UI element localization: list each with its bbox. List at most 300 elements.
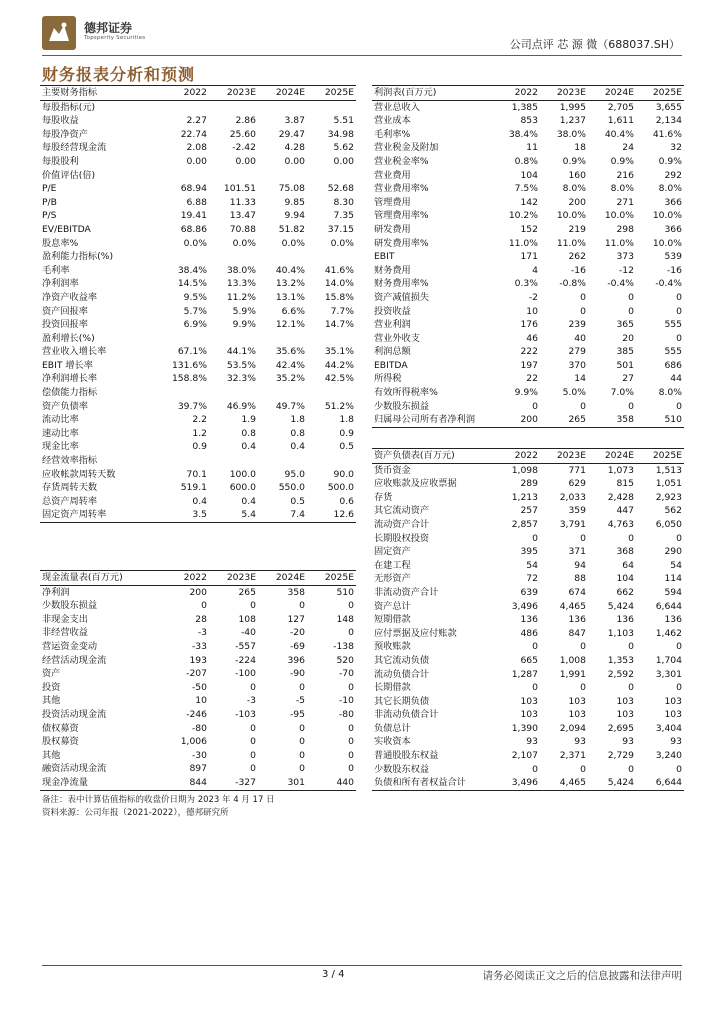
table-row — [40, 694, 356, 708]
cell-value: 67.1% — [177, 346, 207, 358]
row-label: 资产减值损失 — [374, 291, 430, 303]
year-header: 2024E — [588, 449, 636, 464]
cell-value: 2,695 — [607, 722, 634, 734]
income-statement-table — [372, 85, 684, 428]
table-row — [40, 626, 356, 640]
table-row — [372, 264, 684, 278]
cell-value: 0.00 — [186, 155, 207, 167]
table-row — [372, 182, 684, 196]
cell-value: 15.8% — [324, 291, 354, 303]
table-row — [372, 763, 684, 777]
cell-value: 0 — [580, 400, 586, 412]
table-title: 主要财务指标 — [40, 86, 160, 101]
year-header: 2024E — [588, 86, 636, 101]
cell-value: 594 — [664, 586, 682, 598]
cell-value: 11.0% — [604, 237, 634, 249]
cell-value: 104 — [520, 169, 538, 181]
cell-value: 10 — [195, 695, 207, 707]
table-row — [372, 477, 684, 491]
year-header: 2022 — [492, 86, 540, 101]
row-label: 营业费用率% — [374, 183, 429, 195]
row-label: 流动负债合计 — [374, 668, 430, 680]
table-row — [40, 386, 356, 400]
table-row — [372, 463, 684, 477]
cell-value: 550.0 — [278, 482, 305, 494]
cell-value: 3,496 — [492, 776, 540, 790]
cell-value: 35.6% — [275, 346, 305, 358]
cell-value: 0.00 — [333, 155, 354, 167]
cell-value: 1,237 — [559, 115, 586, 127]
cell-value: 0.5 — [290, 495, 305, 507]
cell-value: 1,006 — [180, 736, 207, 748]
cell-value: 359 — [568, 505, 586, 517]
cell-value: -80 — [338, 708, 354, 720]
table-row — [372, 627, 684, 641]
table-row — [40, 599, 356, 613]
cell-value: 2,428 — [607, 491, 634, 503]
table-row — [372, 372, 684, 386]
cell-value: 10.0% — [556, 210, 586, 222]
cell-value: 396 — [287, 654, 305, 666]
cell-value: 152 — [520, 223, 538, 235]
row-label: 股权募资 — [42, 736, 79, 748]
cell-value: 0 — [580, 641, 586, 653]
cell-value: -2 — [528, 291, 538, 303]
cell-value: 9.85 — [284, 196, 305, 208]
row-label: 无形资产 — [374, 573, 411, 585]
table-row — [40, 277, 356, 291]
table-row — [372, 291, 684, 305]
row-label: 负债和所有者权益合计 — [372, 776, 492, 790]
table-row — [40, 291, 356, 305]
cell-value: 11.33 — [229, 196, 256, 208]
table-row — [40, 209, 356, 223]
cell-value: -10 — [338, 695, 354, 707]
cell-value — [160, 100, 209, 114]
cell-value: 500.0 — [327, 482, 354, 494]
cell-value: 3,301 — [655, 668, 682, 680]
cell-value: 90.0 — [333, 468, 354, 480]
cell-value: 447 — [616, 505, 634, 517]
cell-value: 0 — [250, 749, 256, 761]
cell-value: 200 — [492, 413, 540, 427]
table-row — [372, 128, 684, 142]
table-row — [40, 440, 356, 454]
cell-value: 103 — [568, 709, 586, 721]
cell-value: 4.28 — [284, 142, 305, 154]
row-label: 净利润 — [42, 586, 70, 598]
cell-value: 13.3% — [226, 278, 256, 290]
cell-value: 0.9% — [610, 155, 634, 167]
row-label: 盈利能力指标(%) — [42, 251, 114, 263]
row-label: 预收账款 — [374, 641, 411, 653]
cell-value: 0 — [532, 532, 538, 544]
table-row — [372, 613, 684, 627]
cell-value: 46.9% — [226, 400, 256, 412]
cell-value: 72 — [526, 573, 538, 585]
cell-value: 440 — [307, 776, 356, 790]
cell-value: 1,051 — [655, 478, 682, 490]
cell-value: 7.0% — [610, 387, 634, 399]
cell-value: 0.9% — [658, 155, 682, 167]
report-info: 公司点评 芯 源 微（688037.SH） — [509, 38, 680, 51]
cell-value: -557 — [235, 640, 256, 652]
cell-value — [258, 454, 307, 468]
cell-value: 1.8 — [290, 414, 305, 426]
table-row — [40, 776, 356, 790]
cell-value: 0 — [676, 763, 682, 775]
year-header: 2023E — [540, 86, 588, 101]
cell-value: 0 — [348, 736, 354, 748]
row-label: 其它长期负债 — [374, 695, 430, 707]
cell-value: 41.6% — [324, 264, 354, 276]
cell-value: 40 — [574, 332, 586, 344]
cell-value: 5.7% — [183, 305, 207, 317]
cell-value: 14.0% — [324, 278, 354, 290]
row-label: 营业成本 — [374, 115, 411, 127]
cell-value: -5 — [295, 695, 305, 707]
year-header: 2025E — [636, 86, 684, 101]
table-row — [372, 400, 684, 414]
table-row — [40, 749, 356, 763]
row-label: 资产回报率 — [42, 305, 88, 317]
cell-value: 38.4% — [508, 128, 538, 140]
cell-value: 68.86 — [180, 223, 207, 235]
cell-value: 2,371 — [559, 750, 586, 762]
cell-value: 193 — [189, 654, 207, 666]
row-label: 应付票据及应付账款 — [374, 627, 457, 639]
cell-value: 239 — [568, 319, 586, 331]
row-label: 研发费用 — [374, 223, 411, 235]
cell-value: 5.62 — [333, 142, 354, 154]
cell-value: 49.7% — [275, 400, 305, 412]
cell-value: 1.8 — [339, 414, 354, 426]
cell-value: 93 — [622, 736, 634, 748]
table-row — [40, 305, 356, 319]
logo-text-cn: 德邦证券 — [84, 21, 133, 35]
row-label: 价值评估(倍) — [42, 169, 96, 181]
cell-value: 8.0% — [658, 387, 682, 399]
table-row — [372, 100, 684, 114]
cell-value: 101.51 — [223, 183, 256, 195]
table-row — [40, 427, 356, 441]
cell-value: 8.0% — [610, 183, 634, 195]
cell-value: 5.0% — [562, 387, 586, 399]
cell-value: 176 — [520, 319, 538, 331]
cell-value: -327 — [209, 776, 258, 790]
cell-value: 555 — [664, 346, 682, 358]
cell-value: 103 — [664, 709, 682, 721]
table-row — [40, 264, 356, 278]
page-number: 3 / 4 — [322, 969, 345, 980]
cash-flow-table — [40, 570, 356, 791]
cell-value — [258, 332, 307, 346]
cell-value: 5.4 — [209, 508, 258, 522]
table-row — [40, 654, 356, 668]
cell-value: 37.15 — [327, 223, 354, 235]
cell-value: 10.0% — [652, 237, 682, 249]
cell-value: 370 — [568, 359, 586, 371]
cell-value: 142 — [520, 196, 538, 208]
table-row — [40, 762, 356, 776]
cell-value: 14 — [574, 373, 586, 385]
cell-value: 14.7% — [324, 319, 354, 331]
table-row — [40, 585, 356, 599]
table-row — [40, 196, 356, 210]
cell-value: 257 — [520, 505, 538, 517]
row-label: 净资产收益率 — [42, 291, 98, 303]
row-label: 资产负债率 — [42, 400, 88, 412]
row-label: 经营效率指标 — [42, 455, 98, 467]
table-row — [372, 600, 684, 614]
row-label: EBITDA — [374, 359, 408, 371]
cell-value: 1.2 — [192, 427, 207, 439]
cell-value: 2,857 — [511, 518, 538, 530]
cell-value: 3,404 — [655, 722, 682, 734]
table-row — [40, 613, 356, 627]
table-row — [40, 332, 356, 346]
cell-value: 10.0% — [604, 210, 634, 222]
cell-value: 9.94 — [284, 210, 305, 222]
cell-value: -80 — [191, 722, 207, 734]
cell-value: 555 — [664, 319, 682, 331]
cell-value: 136 — [664, 614, 682, 626]
row-label: 其它流动负债 — [374, 654, 430, 666]
table-row — [40, 250, 356, 264]
section-title: 财务报表分析和预测 — [42, 65, 196, 84]
cell-value: -20 — [289, 627, 305, 639]
row-label: 现金比率 — [42, 441, 79, 453]
table-row — [372, 413, 684, 427]
row-label: EV/EBITDA — [42, 223, 91, 235]
row-label: 所得税 — [374, 373, 402, 385]
cell-value: 1,462 — [655, 627, 682, 639]
table-row — [372, 359, 684, 373]
table-row — [372, 345, 684, 359]
cell-value: 3,791 — [559, 518, 586, 530]
cell-value: 1,008 — [559, 654, 586, 666]
table-row — [372, 155, 684, 169]
cell-value: 0.3% — [514, 278, 538, 290]
row-label: 固定资产周转率 — [40, 508, 160, 522]
cell-value: 2,729 — [607, 750, 634, 762]
table-row — [372, 169, 684, 183]
cell-value: 28 — [195, 613, 207, 625]
cell-value — [160, 250, 209, 264]
cell-value: 1,704 — [655, 654, 682, 666]
cell-value: 0 — [628, 763, 634, 775]
table-row — [372, 776, 684, 790]
table-row — [40, 495, 356, 509]
table-row — [372, 654, 684, 668]
cell-value: 10 — [526, 305, 538, 317]
cell-value: 2.27 — [186, 115, 207, 127]
cell-value: 0.4 — [241, 495, 256, 507]
cell-value: 639 — [520, 586, 538, 598]
cell-value: 22 — [526, 373, 538, 385]
cell-value: 298 — [616, 223, 634, 235]
cell-value: -2.42 — [232, 142, 256, 154]
table-row — [40, 400, 356, 414]
cell-value: 4,465 — [559, 600, 586, 612]
cell-value: 103 — [520, 695, 538, 707]
table-row — [40, 169, 356, 183]
row-label: 长期借款 — [374, 682, 411, 694]
cell-value: 0.00 — [284, 155, 305, 167]
cell-value — [160, 386, 209, 400]
cell-value: 0 — [628, 532, 634, 544]
cell-value: 0 — [676, 291, 682, 303]
cell-value: -30 — [191, 749, 207, 761]
cell-value — [160, 454, 209, 468]
cell-value: 42.4% — [275, 359, 305, 371]
cell-value: 44 — [670, 373, 682, 385]
cell-value: -246 — [186, 708, 207, 720]
table-row — [40, 141, 356, 155]
cell-value: 6,644 — [655, 600, 682, 612]
cell-value: 0 — [532, 400, 538, 412]
cell-value: 0 — [532, 641, 538, 653]
year-header: 2024E — [258, 571, 307, 586]
cell-value: -16 — [666, 264, 682, 276]
row-label: 利润总额 — [374, 346, 411, 358]
table-row — [40, 468, 356, 482]
cell-value: 29.47 — [278, 128, 305, 140]
cell-value: 38.4% — [177, 264, 207, 276]
cell-value: 136 — [520, 614, 538, 626]
cell-value: 1,611 — [607, 115, 634, 127]
row-label: 偿债能力指标 — [42, 387, 98, 399]
table-row — [40, 100, 356, 114]
cell-value: 52.68 — [327, 183, 354, 195]
cell-value: 41.6% — [652, 128, 682, 140]
table-row — [372, 504, 684, 518]
row-label: 财务费用 — [374, 264, 411, 276]
table-row — [372, 332, 684, 346]
cell-value: 519.1 — [180, 482, 207, 494]
cell-value: 5.51 — [333, 115, 354, 127]
cell-value: 0 — [628, 400, 634, 412]
cell-value: 95.0 — [284, 468, 305, 480]
row-label: 研发费用率% — [374, 237, 429, 249]
row-label: 投资回报率 — [42, 319, 88, 331]
table-row — [372, 735, 684, 749]
cell-value — [258, 169, 307, 183]
row-label: 少数股东权益 — [374, 763, 430, 775]
row-label: 净利润率 — [42, 278, 79, 290]
cell-value: 103 — [568, 695, 586, 707]
cell-value: 290 — [664, 546, 682, 558]
cell-value: -69 — [289, 640, 305, 652]
cell-value: 1,390 — [511, 722, 538, 734]
table-header-row — [40, 571, 356, 586]
table-row — [40, 667, 356, 681]
cell-value: 4,465 — [540, 776, 588, 790]
cell-value — [209, 250, 258, 264]
cell-value: 32 — [670, 142, 682, 154]
footer-divider — [42, 965, 682, 966]
cell-value: 12.1% — [275, 319, 305, 331]
row-label: 投资收益 — [374, 305, 411, 317]
table-row — [40, 640, 356, 654]
table-row — [372, 559, 684, 573]
cell-value: 0 — [348, 681, 354, 693]
row-label: 经营活动现金流 — [42, 654, 107, 666]
cell-value: 0 — [299, 600, 305, 612]
row-label: 营业税金率% — [374, 155, 429, 167]
cell-value: 395 — [520, 546, 538, 558]
cell-value: 262 — [568, 251, 586, 263]
table-row — [372, 708, 684, 722]
cell-value: 0.00 — [235, 155, 256, 167]
table-row — [372, 491, 684, 505]
table-row — [40, 454, 356, 468]
cell-value: 0 — [676, 641, 682, 653]
cell-value: 5.9% — [232, 305, 256, 317]
cell-value: 7.4 — [258, 508, 307, 522]
row-label: 每股股利 — [42, 155, 79, 167]
year-header: 2022 — [160, 571, 209, 586]
table-row — [40, 359, 356, 373]
cell-value: 44.1% — [226, 346, 256, 358]
cell-value: 0 — [580, 291, 586, 303]
cell-value: 662 — [616, 586, 634, 598]
row-label: P/E — [42, 183, 57, 195]
cell-value: -12 — [618, 264, 634, 276]
cell-value — [307, 169, 356, 183]
cell-value: 11 — [526, 142, 538, 154]
table-row — [372, 640, 684, 654]
cell-value: 0.0% — [232, 237, 256, 249]
row-label: 实收资本 — [374, 736, 411, 748]
cell-value: 53.5% — [226, 359, 256, 371]
cell-value: 265 — [238, 586, 256, 598]
row-label: 管理费用 — [374, 196, 411, 208]
table-row — [372, 141, 684, 155]
cell-value: 219 — [568, 223, 586, 235]
notes — [42, 794, 275, 820]
row-label: 其他 — [42, 749, 61, 761]
cell-value: 44.2% — [324, 359, 354, 371]
row-label: 每股指标(元) — [42, 101, 96, 113]
cell-value: 8.0% — [562, 183, 586, 195]
cell-value: 136 — [568, 614, 586, 626]
table-row — [372, 305, 684, 319]
cell-value — [258, 250, 307, 264]
source-line: 资料来源：公司年报（2021-2022），德邦研究所 — [42, 808, 229, 818]
cell-value: 368 — [616, 546, 634, 558]
cell-value: 0.4 — [192, 495, 207, 507]
cell-value: 93 — [670, 736, 682, 748]
cell-value: 0 — [348, 749, 354, 761]
row-label: 每股经营现金流 — [42, 142, 107, 154]
row-label: 财务费用率% — [374, 278, 429, 290]
cell-value: 6.9% — [183, 319, 207, 331]
cell-value: 665 — [520, 654, 538, 666]
table-row — [372, 237, 684, 251]
table-row — [40, 318, 356, 332]
cell-value: -0.8% — [559, 278, 586, 290]
cell-value: 54 — [526, 559, 538, 571]
cell-value: 2,592 — [607, 668, 634, 680]
cell-value: 539 — [664, 251, 682, 263]
cell-value: 0 — [532, 763, 538, 775]
table-header-row — [372, 86, 684, 101]
row-label: 毛利率% — [374, 128, 411, 140]
cell-value: 1,385 — [511, 101, 538, 113]
cell-value: 1,287 — [511, 668, 538, 680]
cell-value: 385 — [616, 346, 634, 358]
